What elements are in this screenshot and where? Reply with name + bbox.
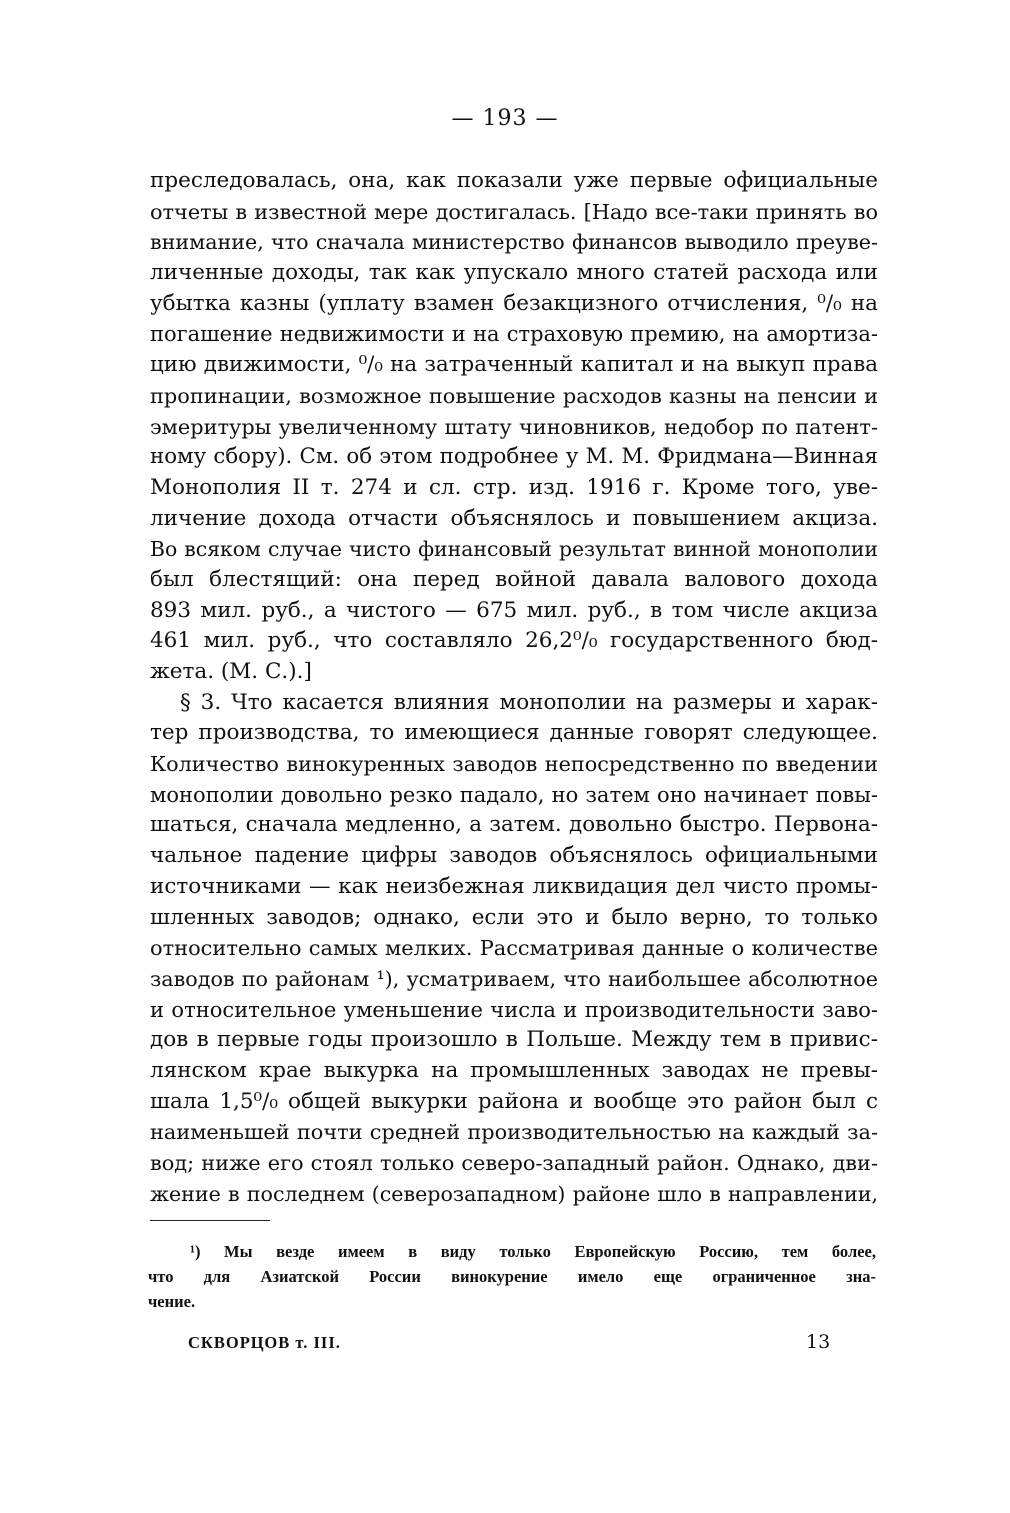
text-line: погашение недвижимости и на страховую премию, на амортиза-: [150, 322, 878, 347]
text-line: 893 мил. руб., а чистого — 675 мил. руб., в том числе акциза: [150, 597, 878, 623]
text-line: шаться, сначала медленно, а затем. довольно быстро. Первона-: [150, 812, 878, 838]
text-line: наименьшей почти средней производительностью на каждый за-: [150, 1120, 878, 1145]
text-line: монополии довольно резко падало, но затем оно начинает повы-: [150, 781, 878, 807]
text-line: преследовалась, она, как показали уже первые официальные: [150, 168, 878, 193]
body-text: [150, 166, 878, 1209]
text-line: убытка казны (уплату взамен безакцизного отчисления, ⁰/₀ на: [150, 290, 878, 316]
footnote-line: чение.: [148, 1292, 196, 1311]
footnote-line: ¹) Мы везде имеем в виду только Европейскую Россию, тем более,: [190, 1242, 876, 1261]
text-line: отчеты в известной мере достигалась. [Надо все-таки принять во: [150, 199, 878, 224]
text-line: и относительное уменьшение числа и производительности заво-: [150, 996, 878, 1022]
text-line: жение в последнем (северозападном) районе шло в направлении,: [150, 1181, 878, 1206]
footnote-separator: [150, 1220, 270, 1221]
text-line: Монополия II т. 274 и сл. стр. изд. 1916 г. Кроме того, уве-: [150, 474, 878, 500]
text-line: дов в первые годы произошло в Польше. Между тем в привис-: [150, 1027, 878, 1053]
text-line: внимание, что сначала министерство финансов выводило преуве-: [150, 230, 878, 255]
text-line: 461 мил. руб., что составляло 26,2⁰/₀ государственного бюд-: [150, 628, 878, 654]
text-line: Во всяком случае чисто финансовый результат винной монополии: [150, 537, 878, 562]
text-line: ному сбору). См. об этом подробнее у М. М. Фридмана—Винная: [150, 444, 878, 470]
text-line: вод; ниже его стоял только северо-западный район. Однако, дви-: [150, 1151, 878, 1175]
sheet-number: 13: [806, 1331, 831, 1353]
text-line: источниками — как неизбежная ликвидация дел чисто промы-: [150, 873, 878, 899]
text-line: цию движимости, ⁰/₀ на затраченный капитал и на выкуп права: [150, 352, 878, 378]
footnote-line: что для Азиатской России винокурение имело еще ограниченное зна-: [148, 1267, 876, 1286]
text-line: эмеритуры увеличенному штату чиновников, недобор по патент-: [150, 414, 878, 439]
text-line: жета. (М. С.).]: [150, 659, 312, 684]
text-line: тер производства, то имеющиеся данные говорят следующее.: [150, 720, 878, 746]
footnote: [148, 1239, 876, 1314]
text-line: относительно самых мелких. Рассматривая данные о количестве: [150, 936, 878, 961]
text-line: шала 1,5⁰/₀ общей выкурки района и вообще это район был с: [150, 1088, 878, 1114]
text-line: Количество винокуренных заводов непосредственно по введении: [150, 752, 878, 777]
text-line: шленных заводов; однако, если это и было верно, то только: [150, 904, 878, 930]
text-line: заводов по районам ¹), усматриваем, что наибольшее абсолютное: [150, 966, 878, 991]
text-line: лянском крае выкурка на промышленных заводах не превы-: [150, 1057, 878, 1083]
page-number: — 193 —: [451, 106, 559, 131]
printer-signature: СКВОРЦОВ т. III.: [188, 1333, 341, 1352]
text-line: пропинации, возможное повышение расходов казны на пенсии и: [150, 383, 878, 408]
paragraph-start-line: § 3. Что касается влияния монополии на размеры и харак-: [180, 689, 878, 715]
text-line: личенные доходы, так как упускало много статей расхода или: [150, 260, 878, 286]
text-line: личение дохода отчасти объяснялось и повышением акциза.: [150, 505, 878, 531]
text-line: был блестящий: она перед войной давала валового дохода: [150, 566, 878, 592]
text-line: чальное падение цифры заводов объяснялось официальными: [150, 843, 878, 869]
